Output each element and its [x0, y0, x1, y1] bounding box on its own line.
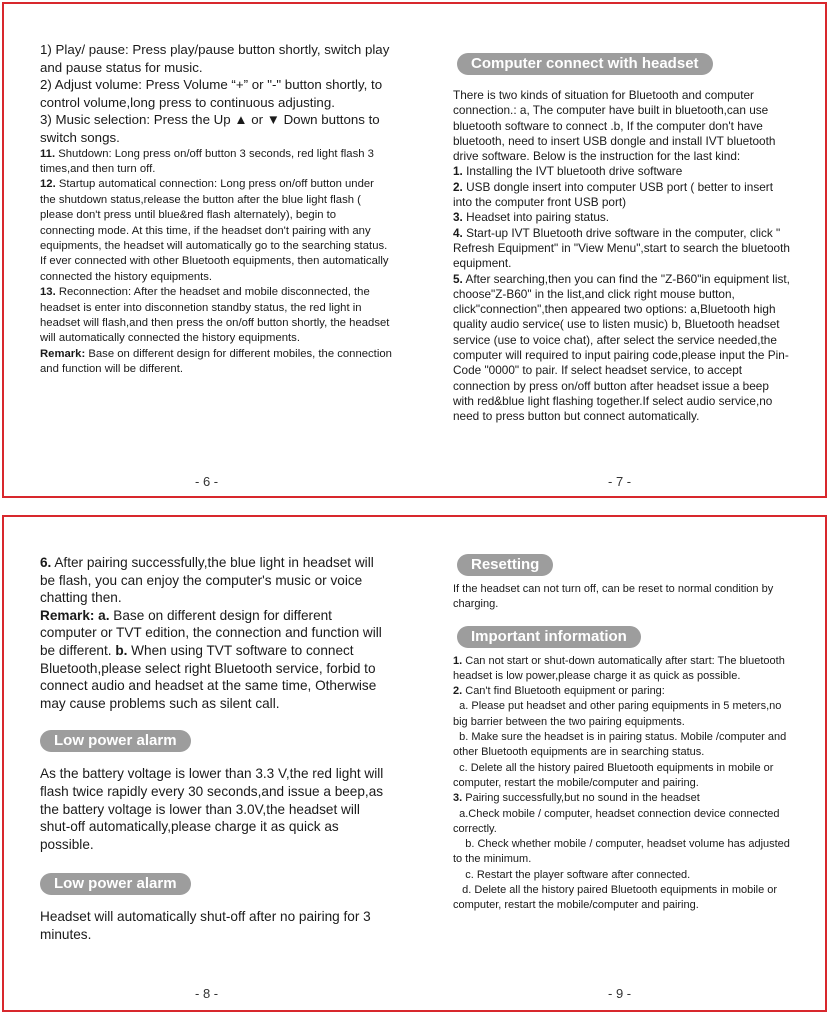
page-6-remark: Remark: Base on different design for different mobiles, the connection and function will be different.: [40, 347, 392, 376]
page-8-low-power-text: As the battery voltage is lower than 3.3 V,the red light will flash twice rapidly every 30 seconds,and issue a beep,as the battery voltage is lower than 3.0V,the headset will shut-off automatically,please charge it as quick as possible.: [40, 766, 384, 852]
info-line: 1. Can not start or shut-down automatically after start: The bluetooth headset is low power,please charge it as quick as possible.: [453, 654, 785, 682]
page-6-item-shutdown: 11. Shutdown: Long press on/off button 3 seconds, red light flash 3 times,and then turn off.: [40, 147, 374, 175]
info-line: b. Make sure the headset is in pairing status. Mobile /computer and other Bluetooth equipments are in searching status.: [453, 731, 790, 759]
page-8-auto-shutoff-text: Headset will automatically shut-off after no pairing for 3 minutes.: [40, 909, 371, 942]
section-heading-important-information: Important information: [457, 626, 641, 648]
info-line: a.Check mobile / computer, headset connection device connected correctly.: [453, 807, 783, 835]
info-line: d. Delete all the history paired Bluetooth equipments in mobile or computer, restart the mobile/computer and pairing.: [453, 884, 781, 912]
info-line: c. Delete all the history paired Bluetooth equipments in mobile or computer, restart the mobile/computer and pairing.: [453, 761, 777, 789]
page-8-remark: Remark: a. Base on different design for different computer or TVT edition, the connection and function will be different. b. When using TVT software to connect Bluetooth,please select right Bluetooth service, forbid to connect audio and headset at the same time, Otherwise may cause problems such as silent call.: [40, 607, 382, 711]
page-number-9: - 9 -: [608, 986, 632, 1001]
page-6-column: [40, 41, 392, 378]
top-spread: [2, 2, 827, 498]
section-heading-computer-connect: Computer connect with headset: [457, 53, 713, 75]
page-7-intro: There is two kinds of situation for Bluetooth and computer connection.: a, The computer have built in bluetooth,can use bluetooth software to connect .b, If the computer don't have bluetooth, need to insert USB dongle and install IVT bluetooth drive software. Below is the instruction for the last kind:: [453, 88, 776, 164]
page-8-step-6: 6. After pairing successfully,the blue light in headset will be flash, you can enjoy the computer's music or voice chatting then.: [40, 555, 374, 606]
info-line: b. Check whether mobile / computer, headset volume has adjusted to the minimum.: [453, 838, 793, 866]
page-6-item-reconnection: 13. Reconnection: After the headset and mobile disconnected, the headset is enter into disconnetion standby status, the red light in headset will flash,and then press the on/off button shortly, the headset will automatically connected the history equipments.: [40, 286, 390, 345]
page-7-step-1: 1. Installing the IVT bluetooth drive software: [453, 164, 683, 179]
page-number-7: - 7 -: [608, 474, 632, 489]
bottom-spread: [2, 515, 827, 1012]
info-line: 3. Pairing successfully,but no sound in the headset: [453, 792, 700, 805]
page-7-step-2: 2. USB dongle insert into computer USB port ( better to insert into the computer front USB port): [453, 179, 773, 210]
important-information-list: [453, 654, 793, 914]
page-7-step-5: 5. After searching,then you can find the "Z-B60"in equipment list, choose"Z-B60" in the list,and click right mouse button, click"connection",then appeared two options: a,Bluetooth high quality audio service( use to listen music) b, Bluetooth headset service (use to voice chat), after select the service needed,the computer will required to input pairing code,please input the Pin-Code "0000" to pair. If select headset service, to accept connection by press on/off button after headset issue a beep with red&blue light flashing together.If select audio service,no need to press button but connect automatically.: [453, 271, 790, 424]
info-line: 2. Can't find Bluetooth equipment or paring:: [453, 685, 665, 698]
section-heading-low-power-alarm-2: Low power alarm: [40, 873, 191, 895]
page-7-column: [453, 53, 793, 425]
info-line: c. Restart the player software after connected.: [453, 868, 691, 881]
page-7-step-3: 3. Headset into pairing status.: [453, 210, 610, 225]
page-9-column: [453, 554, 793, 914]
page-6-item-music: 3) Music selection: Press the Up ▲ or ▼ Down buttons to switch songs.: [40, 112, 380, 145]
page-number-8: - 8 -: [195, 986, 219, 1001]
page-7-step-4: 4. Start-up IVT Bluetooth drive software in the computer, click " Refresh Equipment" in "View Menu",start to search the bluetooth equipment.: [453, 225, 790, 271]
page-8-column: [40, 554, 392, 944]
section-heading-resetting: Resetting: [457, 554, 553, 576]
section-heading-low-power-alarm-1: Low power alarm: [40, 730, 191, 752]
page-9-reset-text: If the headset can not turn off, can be reset to normal condition by charging.: [453, 583, 774, 611]
page-6-item-play: 1) Play/ pause: Press play/pause button shortly, switch play and pause status for music.: [40, 42, 390, 75]
info-line: a. Please put headset and other paring equipments in 5 meters,no big barrier between the two pairing equipments.: [453, 700, 785, 728]
page-6-item-startup: 12. Startup automatical connection: Long press on/off button under the shutdown status,release the button after the blue light flash ( please don't press until blue&red flash alternately), begin to connecting mode. At this time, if the headset don't pairing with any equipments, the headset will automatically go to the searching status. If ever connected with other Bluetooth equipments, then automatically connected the history equipments.: [40, 178, 389, 283]
page-number-6: - 6 -: [195, 474, 219, 489]
page-6-item-volume: 2) Adjust volume: Press Volume “+” or "-" button shortly, to control volume,long press to continuous adjusting.: [40, 77, 383, 110]
